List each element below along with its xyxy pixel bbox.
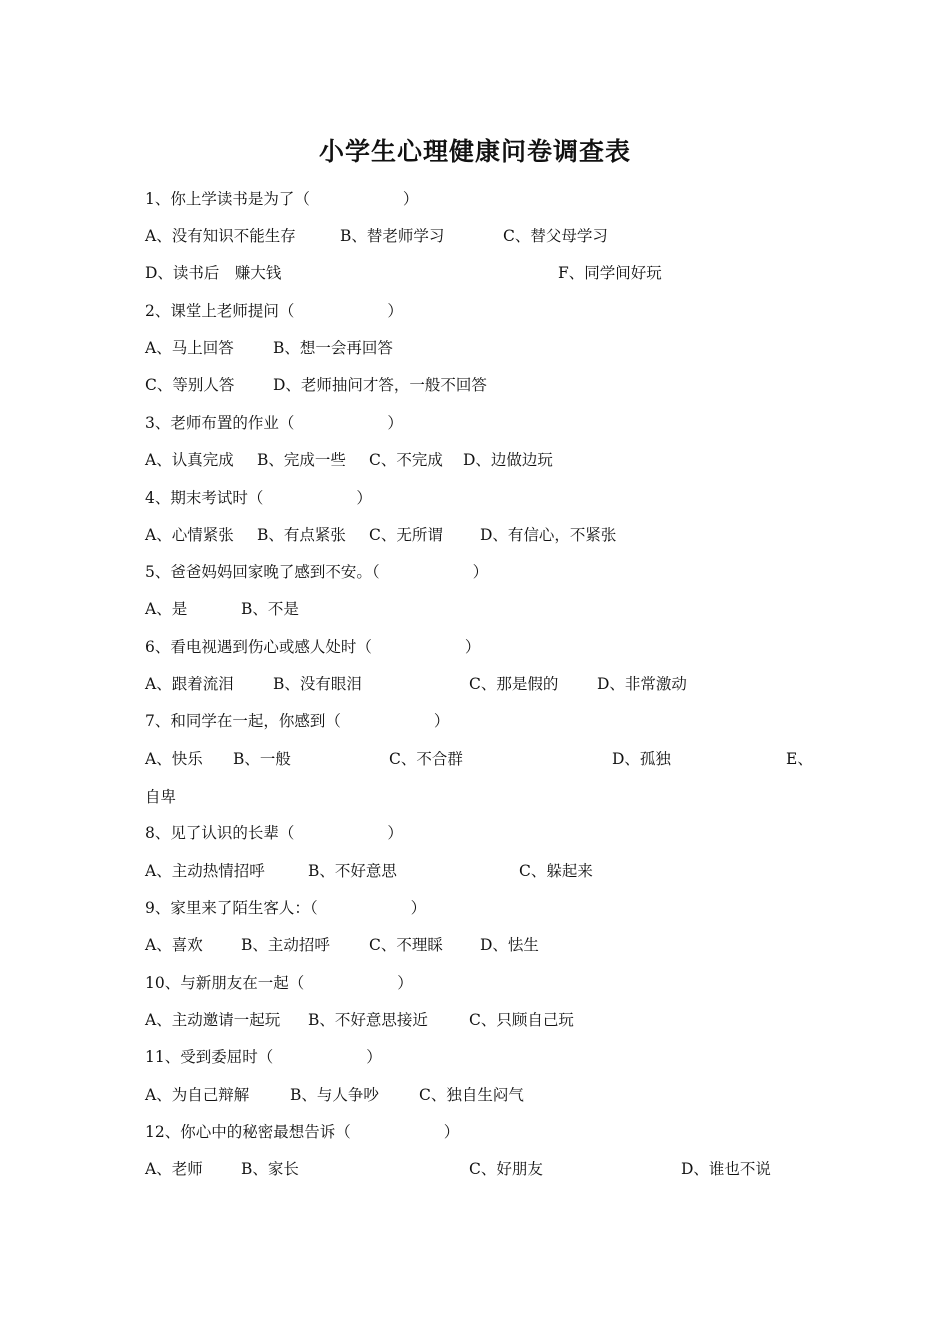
option-d: D、读书后 赚大钱 bbox=[145, 264, 282, 282]
option-b: B、有点紧张 bbox=[257, 526, 346, 544]
option-d: D、怯生 bbox=[480, 936, 539, 954]
option-a: A、主动热情招呼 bbox=[145, 862, 265, 880]
question-5: 5、爸爸妈妈回家晚了感到不安。（ ） bbox=[145, 563, 489, 581]
question-3: 3、老师布置的作业（ ） bbox=[145, 414, 403, 432]
option-b: B、一般 bbox=[233, 750, 291, 768]
option-e: E、 bbox=[786, 750, 813, 768]
option-b: B、想一会再回答 bbox=[273, 339, 393, 357]
option-f: F、同学间好玩 bbox=[558, 264, 662, 282]
question-2: 2、课堂上老师提问（ ） bbox=[145, 302, 403, 320]
option-a: A、快乐 bbox=[145, 750, 203, 768]
option-b: B、完成一些 bbox=[257, 451, 346, 469]
question-11: 11、受到委屈时（ ） bbox=[145, 1048, 382, 1066]
option-b: B、不好意思 bbox=[308, 862, 397, 880]
option-a: A、跟着流泪 bbox=[145, 675, 234, 693]
question-9: 9、家里来了陌生客人：（ ） bbox=[145, 899, 427, 917]
option-c: C、独自生闷气 bbox=[419, 1086, 524, 1104]
option-a: A、老师 bbox=[145, 1160, 203, 1178]
option-c: C、好朋友 bbox=[469, 1160, 543, 1178]
question-4: 4、期末考试时（ ） bbox=[145, 489, 372, 507]
question-7-options-row-2: 自卑 bbox=[145, 788, 177, 806]
option-b: B、替老师学习 bbox=[340, 227, 445, 245]
option-b: B、主动招呼 bbox=[241, 936, 330, 954]
option-a: A、是 bbox=[145, 600, 188, 618]
option-c: C、等别人答 bbox=[145, 376, 235, 394]
option-c: C、躲起来 bbox=[519, 862, 593, 880]
option-d: D、老师抽问才答，一般不回答 bbox=[273, 376, 487, 394]
question-10: 10、与新朋友在一起（ ） bbox=[145, 974, 413, 992]
option-d: D、孤独 bbox=[612, 750, 671, 768]
option-a: A、没有知识不能生存 bbox=[145, 227, 296, 245]
option-c: C、那是假的 bbox=[469, 675, 559, 693]
option-b: B、不好意思接近 bbox=[308, 1011, 428, 1029]
option-c: C、不合群 bbox=[389, 750, 463, 768]
option-c: C、无所谓 bbox=[369, 526, 443, 544]
option-b: B、与人争吵 bbox=[290, 1086, 379, 1104]
option-c: C、不完成 bbox=[369, 451, 443, 469]
option-a: A、喜欢 bbox=[145, 936, 203, 954]
option-a: A、认真完成 bbox=[145, 451, 234, 469]
option-a: A、为自己辩解 bbox=[145, 1086, 250, 1104]
option-d: D、谁也不说 bbox=[681, 1160, 771, 1178]
option-a: A、主动邀请一起玩 bbox=[145, 1011, 281, 1029]
question-6: 6、看电视遇到伤心或感人处时（ ） bbox=[145, 638, 481, 656]
option-d: D、有信心，不紧张 bbox=[480, 526, 617, 544]
option-c: C、不理睬 bbox=[369, 936, 443, 954]
option-c: C、只顾自己玩 bbox=[469, 1011, 574, 1029]
question-12: 12、你心中的秘密最想告诉（ ） bbox=[145, 1123, 460, 1141]
page-title: 小学生心理健康问卷调查表 bbox=[318, 137, 631, 166]
option-b: B、家长 bbox=[241, 1160, 299, 1178]
question-1: 1、你上学读书是为了（ ） bbox=[145, 190, 419, 208]
question-8: 8、见了认识的长辈（ ） bbox=[145, 824, 403, 842]
option-b: B、不是 bbox=[241, 600, 299, 618]
option-a: A、心情紧张 bbox=[145, 526, 234, 544]
option-c: C、替父母学习 bbox=[503, 227, 608, 245]
option-a: A、马上回答 bbox=[145, 339, 234, 357]
option-d: D、非常激动 bbox=[597, 675, 687, 693]
option-d: D、边做边玩 bbox=[463, 451, 553, 469]
question-7: 7、和同学在一起，你感到（ ） bbox=[145, 712, 450, 730]
option-b: B、没有眼泪 bbox=[273, 675, 362, 693]
